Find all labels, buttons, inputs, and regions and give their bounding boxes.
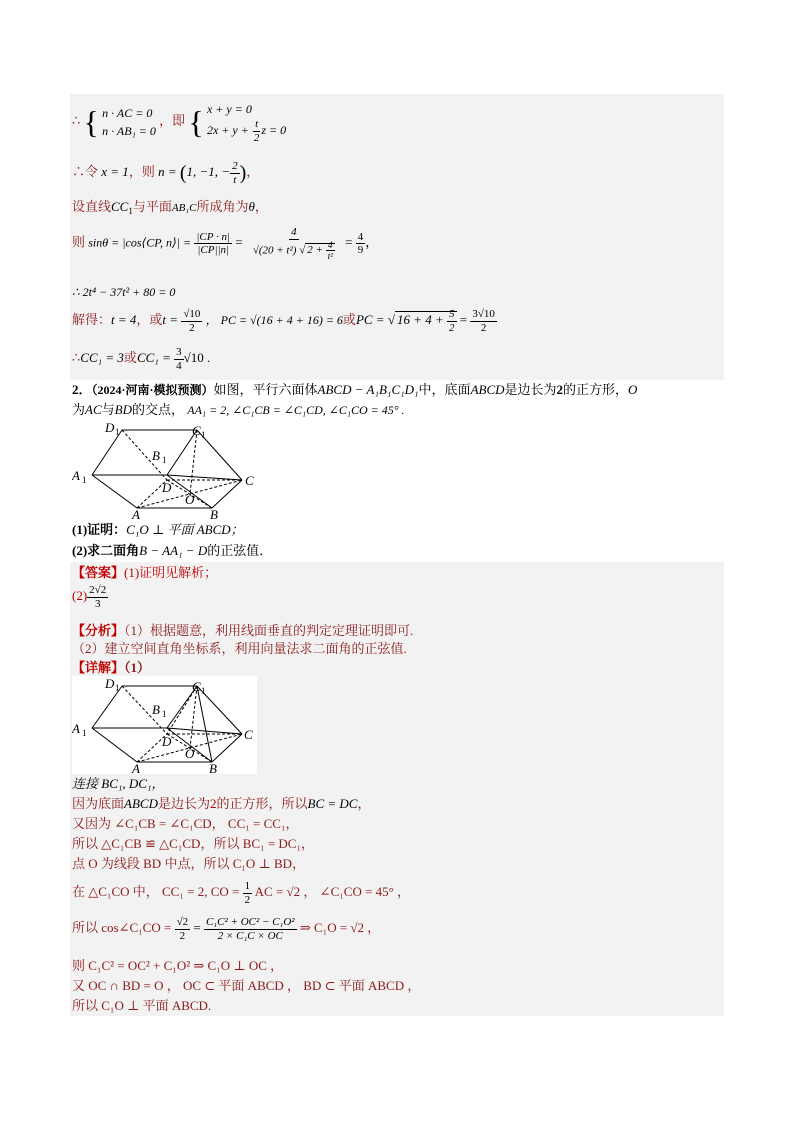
problem-line2: 为AC与BD的交点， AA₁ = 2, ∠C₁CB = ∠C₁CD, ∠C₁CO = 45° . (72, 402, 405, 417)
svg-text:1: 1 (82, 475, 87, 485)
let-vec: 1, −1, − (186, 164, 231, 180)
left-brace-2: { (188, 104, 204, 141)
detail-s5: 点 O 为线段 BD 中点，所以 C₁O ⊥ BD， (72, 856, 306, 871)
sin-eq: = (235, 234, 243, 250)
problem-line1: 2．（2024·河南·模拟预测）如图，平行六面体ABCD − A₁B₁C₁D₁中，底面ABCD是边长为2的正方形，O (72, 382, 638, 397)
fig2-label-C1: C (192, 679, 201, 694)
sin-num2: 4 (291, 226, 297, 238)
sin-num1: |CP · n| (196, 230, 231, 243)
detail-s1: 连接 BC₁, DC₁， (72, 776, 165, 791)
label-B: B (210, 507, 218, 520)
label-B1: B (152, 448, 160, 463)
sin-prefix: 则 (72, 234, 86, 250)
label-A: A (132, 507, 140, 520)
system-line (72, 100, 286, 144)
detail-s4: 所以 △C₁CB ≌ △C₁CD，所以 BC₁ = DC₁， (72, 836, 314, 851)
solve-pc1: ， PC = √(16 + 4 + 16) = 6 (205, 313, 343, 328)
angle-theta: θ (248, 199, 255, 214)
question-2: (2)求二面角B − AA₁ − D的正弦值． (72, 543, 273, 558)
let-mid: ，则 (128, 164, 155, 180)
angle-plane: AB₁C (171, 202, 197, 214)
system-two (207, 100, 286, 144)
detail-s10: 所以 C₁O ⊥ 平面 ABCD. (72, 998, 212, 1013)
label-O: O (185, 492, 195, 507)
question-1: (1)证明：C₁O ⊥ 平面 ABCD； (72, 522, 244, 537)
solve-line: 解得：t = 4，或t = $\frac{√10}{2}$ ， PC = √(16 + 4 + 16) = 6或PC = √ 16 + 4 + $\frac{5}{2}$ = $\frac{3√10}{2}$ (72, 308, 495, 334)
fig2-label-A: A (132, 761, 140, 774)
system-one (102, 104, 156, 140)
label-C1: C (192, 423, 201, 438)
solve-t1: t = 4 (111, 312, 137, 328)
let-eq: x = 1 (101, 164, 129, 180)
parallelepiped-figure-2 (72, 676, 257, 774)
sys2-line1: x + y = 0 (206, 102, 252, 116)
label-D: D (162, 480, 172, 495)
analysis-line2: （2）建立空间直角坐标系，利用向量法求二面角的正弦值. (72, 641, 407, 656)
problem-conditions: AA₁ = 2, ∠C₁CB = ∠C₁CD, ∠C₁CO = 45° . (187, 403, 405, 417)
sin-res-num: 4 (357, 230, 364, 243)
svg-text:1: 1 (115, 427, 120, 437)
therefore-mark: ∴ (72, 113, 81, 129)
problem-source: （2024·河南·模拟预测） (91, 383, 214, 397)
answer-line: 【答案】(1)证明见解析； (72, 565, 218, 580)
cc1-value: CC₁ = 3 (80, 350, 124, 366)
sys1-line1: n · AC = 0 (102, 106, 153, 121)
detail-s9: 又 OC ∩ BD = O ， OC ⊂ 平面 ABCD ， BD ⊂ 平面 ABCD ， (72, 978, 421, 993)
let-prefix: ∴令 (72, 164, 99, 180)
let-line: ∴令 x = 1，则 n = (1, −1, − $\frac{2}{t}$ )， (72, 160, 260, 186)
angle-prefix: 设直线 (72, 199, 112, 214)
svg-text:1: 1 (162, 455, 167, 465)
left-brace: { (83, 104, 99, 141)
detail-s2: 因为底面ABCD是边长为2的正方形，所以BC = DC， (72, 796, 371, 811)
detail-s7: 所以 cos∠C₁CO = $\frac{√2}{2}$ = $\frac{\text{C₁C² + OC² − C₁O²}}{\text{2 × C₁C × OC}}$ ⇒ C₁O = √2 ， (72, 916, 381, 942)
svg-text:1: 1 (201, 686, 206, 696)
angle-end: ， (254, 199, 268, 214)
sin-lhs: sinθ = |cos⟨CP, n⟩| = (88, 235, 192, 250)
sys1-line2: n · AB₁ = 0 (102, 124, 156, 139)
detail-header: 【详解】（1） (72, 660, 151, 675)
fig2-label-B: B (209, 761, 217, 774)
solid-name: ABCD − A₁B₁C₁D₁ (317, 382, 419, 397)
sin-den2a: √(20 + t²) (252, 244, 297, 257)
svg-text:1: 1 (82, 728, 87, 738)
label-C: C (245, 473, 254, 488)
svg-text:1: 1 (201, 430, 206, 440)
angle-post: 所成角为 (196, 199, 249, 214)
sys-join: ，即 (159, 113, 186, 129)
fig2-label-A1: A (72, 721, 80, 736)
problem-number: 2． (72, 382, 92, 397)
fig2-label-C: C (244, 727, 253, 742)
angle-line: 设直线$CC_1$与平面AB₁C所成角为θ， (72, 199, 268, 216)
svg-text:1: 1 (162, 709, 167, 719)
label-D1: D (105, 420, 115, 435)
analysis-line1: 【分析】（1）根据题意，利用线面垂直的判定定理证明即可. (72, 623, 414, 638)
fig2-label-D: D (162, 734, 172, 749)
sin-den1: |CP||n| (197, 244, 230, 257)
fig2-label-B1: B (152, 702, 160, 717)
parallelepiped-figure (72, 420, 262, 520)
detail-s8: 则 C₁C² = OC² + C₁O² ⇒ C₁O ⊥ OC ， (72, 958, 284, 973)
sin-line: 则 sinθ = |cos⟨CP, n⟩| = $\frac{|CP \cdot n|}{|CP||n|}$ = 4 √(20 + t²) √ 2 + $\frac{4}{\text{t²}}$ = $\frac{4}{9}$ ， (72, 226, 379, 261)
angle-cc: CC (111, 199, 129, 214)
fig2-label-D1: D (105, 676, 115, 691)
cc-line: ∴CC₁ = 3或CC₁ = $\frac{3}{4}$ √10 . (72, 346, 211, 372)
svg-text:1: 1 (115, 683, 120, 693)
sys2-line2: 2x + y + $\frac{t}{2}$ z = 0 (206, 118, 287, 144)
sin-res-den: 9 (357, 244, 364, 257)
let-n: n = (158, 164, 180, 180)
label-A1: A (72, 468, 80, 483)
let-end: ， (246, 164, 260, 180)
quartic-equation: ∴ 2t⁴ − 37t² + 80 = 0 (72, 285, 176, 299)
angle-mid: 与平面 (132, 199, 172, 214)
answer-part2: (2) $\frac{2√2}{3}$ (72, 584, 107, 610)
detail-s3: 又因为 ∠C₁CB = ∠C₁CD， CC₁ = CC₁， (72, 816, 299, 831)
fig2-label-O: O (185, 746, 195, 761)
detail-s6: 在 △C₁CO 中， CC₁ = 2, CO = $\frac{1}{2}$ AC = √2 ， ∠C₁CO = 45° ， (72, 880, 411, 906)
